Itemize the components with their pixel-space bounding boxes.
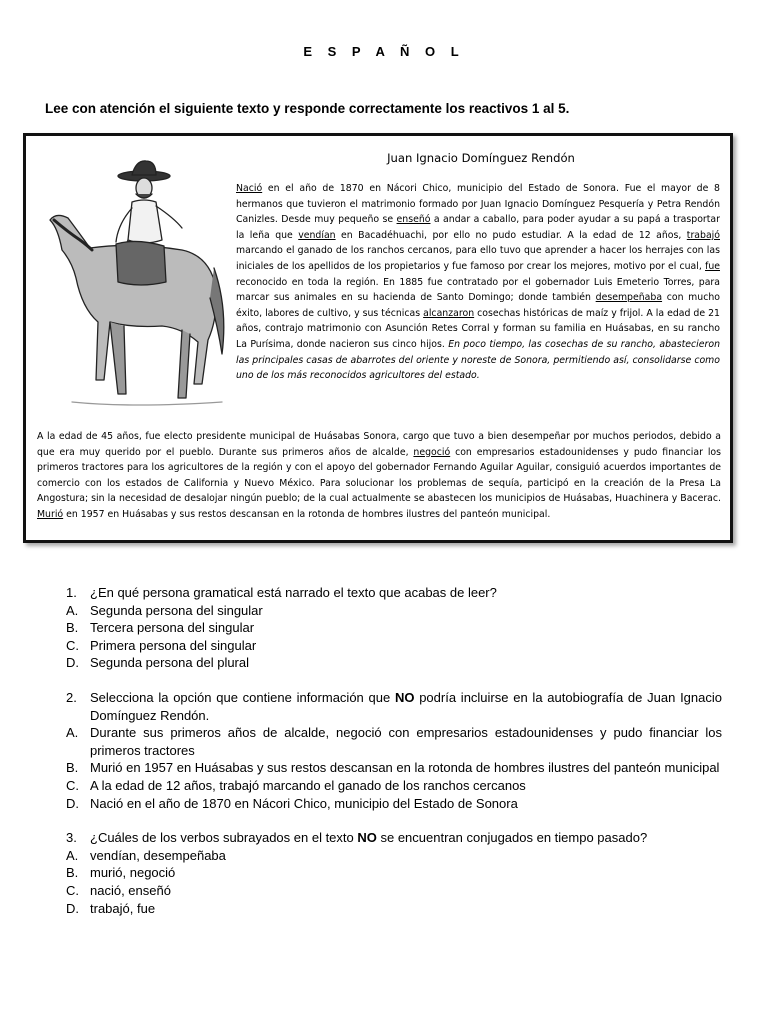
reading-paragraph-2	[37, 429, 721, 523]
answer-option-a[interactable]	[66, 602, 722, 620]
answer-option-a[interactable]	[66, 724, 722, 759]
answer-option-a[interactable]	[66, 847, 722, 865]
option-letter: B.	[66, 760, 79, 776]
option-letter: C.	[66, 777, 79, 793]
underlined-verb: enseñó	[396, 214, 431, 226]
underlined-verb: trabajó	[686, 229, 720, 241]
question-stem	[66, 689, 722, 724]
underlined-verb: Murió	[37, 508, 64, 520]
underlined-verb: negoció	[413, 446, 451, 458]
instruction-text: Lee con atención el siguiente texto y responde correctamente los reactivos 1 al 5.	[45, 101, 570, 116]
italic-text: En poco tiempo, las cosechas de su rancho, abastecieron las principales casas de abarrotes del oriente y noreste de Sonora, permitiendo así, consolidarse como uno de los más reconocidos agricultores del estado.	[236, 338, 720, 382]
answer-option-c[interactable]	[66, 637, 722, 655]
option-letter: C.	[66, 882, 79, 898]
reading-title: Juan Ignacio Domínguez Rendón	[387, 151, 575, 165]
question-number: 1.	[66, 585, 77, 600]
underlined-verb: fue	[705, 260, 720, 272]
question-3	[66, 829, 722, 917]
reading-passage-box	[23, 133, 733, 543]
text-run: en el año de 1870 en Nácori Chico, municipio del Estado de Sonora. Fue el mayor de 8 hermanos que tuvieron el matrimonio formado por Juan Ignacio Domínguez Pesquería y Petra Rendón Canizles. Desde muy pequeño se	[236, 183, 720, 226]
text-run: ¿En qué persona gramatical está narrado el texto que acabas de leer?	[90, 585, 497, 600]
question-number: 2.	[66, 689, 77, 705]
option-letter: A.	[66, 847, 79, 863]
reading-paragraph-1	[236, 181, 720, 384]
answer-option-b[interactable]	[66, 759, 722, 777]
option-letter: B.	[66, 620, 79, 636]
option-text: Segunda persona del singular	[90, 602, 263, 618]
answer-option-c[interactable]	[66, 882, 722, 900]
option-text: A la edad de 12 años, trabajó marcando el ganado de los ranchos cercanos	[90, 777, 526, 793]
option-text: trabajó, fue	[90, 900, 156, 916]
question-text	[90, 829, 722, 847]
option-text: nació, enseñó	[90, 882, 171, 898]
horseman-illustration	[32, 158, 228, 408]
underlined-verb: Nació	[236, 183, 263, 194]
option-letter: B.	[66, 865, 79, 881]
answer-option-b[interactable]	[66, 864, 722, 882]
underlined-verb: desempeñaba	[595, 292, 663, 304]
question-2	[66, 689, 722, 812]
option-letter: C.	[66, 637, 79, 653]
option-text: Primera persona del singular	[90, 637, 257, 653]
text-run: en Bacadéhuachi, por ello no pudo estudiar. A la edad de 12 años,	[335, 229, 687, 241]
text-run: en 1957 en Huásabas y sus restos descansan en la rotonda de hombres ilustres del panteón municipal.	[63, 508, 551, 520]
option-text: Tercera persona del singular	[90, 620, 255, 636]
text-run: ¿Cuáles de los verbos subrayados en el texto	[90, 830, 358, 846]
question-1	[66, 584, 722, 672]
text-run: se encuentran conjugados en tiempo pasado?	[376, 830, 648, 846]
text-run: podría incluirse en la autobiografía de Juan Ignacio Domínguez Rendón.	[90, 689, 722, 723]
option-text: Murió en 1957 en Huásabas y sus restos descansan en la rotonda de hombres ilustres del panteón municipal	[90, 760, 720, 776]
option-letter: A.	[66, 725, 79, 741]
answer-option-d[interactable]	[66, 654, 722, 672]
option-text: murió, negoció	[90, 865, 176, 881]
text-run: con mucho éxito, labores de cultivo, y sus técnicas	[236, 292, 720, 319]
option-letter: D.	[66, 795, 79, 811]
option-text: Segunda persona del plural	[90, 655, 250, 671]
question-text	[90, 584, 722, 602]
answer-option-d[interactable]	[66, 900, 722, 918]
question-stem	[66, 829, 722, 847]
option-letter: D.	[66, 900, 79, 916]
underlined-verb: alcanzaron	[423, 307, 475, 319]
text-run: marcando el ganado de los ranchos cercanos, para ello tuvo que aprender a hacer los herrajes con las iniciales de los apellidos de los propietarios y fue famoso por crear los mejores, motivo por el cual,	[236, 245, 720, 272]
answer-option-c[interactable]	[66, 777, 722, 795]
page-title: E S P A Ñ O L	[303, 44, 465, 59]
underlined-verb: vendían	[298, 229, 336, 241]
option-text: Durante sus primeros años de alcalde, negoció con empresarios estadounidenses y pudo financiar los primeros tractores	[90, 725, 722, 758]
question-number: 3.	[66, 830, 77, 846]
bold-emphasis: NO	[394, 689, 415, 705]
option-text: Nació en el año de 1870 en Nácori Chico, municipio del Estado de Sonora	[90, 795, 518, 811]
text-run: con empresarios estadounidenses y pudo financiar los primeros tractores para los agricultores de la región y con el apoyo del gobernador Fernando Aguilar Aguilar, consiguió acuerdos importantes de comercio con los estados de California y Nuevo México. Para solucionar los problemas de sequía, participó en la creación de la Presa La Angostura; sin la necesidad de desalojar ningún pueblo; de la cual actualmente se abastecen los municipios de Huásabas, Huachinera y Bacerac.	[37, 446, 721, 505]
question-text	[90, 689, 722, 724]
question-list	[66, 584, 722, 934]
text-run: A la edad de 45 años, fue electo presidente municipal de Huásabas Sonora, cargo que tuvo a bien desempeñar por muchos periodos, debido a que era muy querido por el pueblo. Durante sus primeros años de alcalde,	[37, 431, 721, 458]
text-run: reconocido en toda la región. En 1885 fue contratado por el gobernador Luis Emeterio Torres, para marcar sus animales en su hacienda de Santo Domingo; donde también	[236, 276, 720, 304]
option-text: vendían, desempeñaba	[90, 847, 226, 863]
option-letter: A.	[66, 602, 79, 618]
text-run: Selecciona la opción que contiene información que	[90, 689, 395, 705]
answer-option-b[interactable]	[66, 619, 722, 637]
text-run: a andar a caballo, para poder ayudar a su papá a trasportar la leña que	[236, 214, 720, 241]
question-stem	[66, 584, 722, 602]
text-run: cosechas históricas de maíz y frijol. A la edad de 21 años, contrajo matrimonio con Asunción Retes Corral y forman su familia en Huásabas, en su rancho La Purísima, donde nacieron sus cinco hijos.	[236, 307, 720, 350]
answer-option-d[interactable]	[66, 795, 722, 813]
bold-emphasis: NO	[357, 830, 377, 846]
option-letter: D.	[66, 655, 79, 671]
